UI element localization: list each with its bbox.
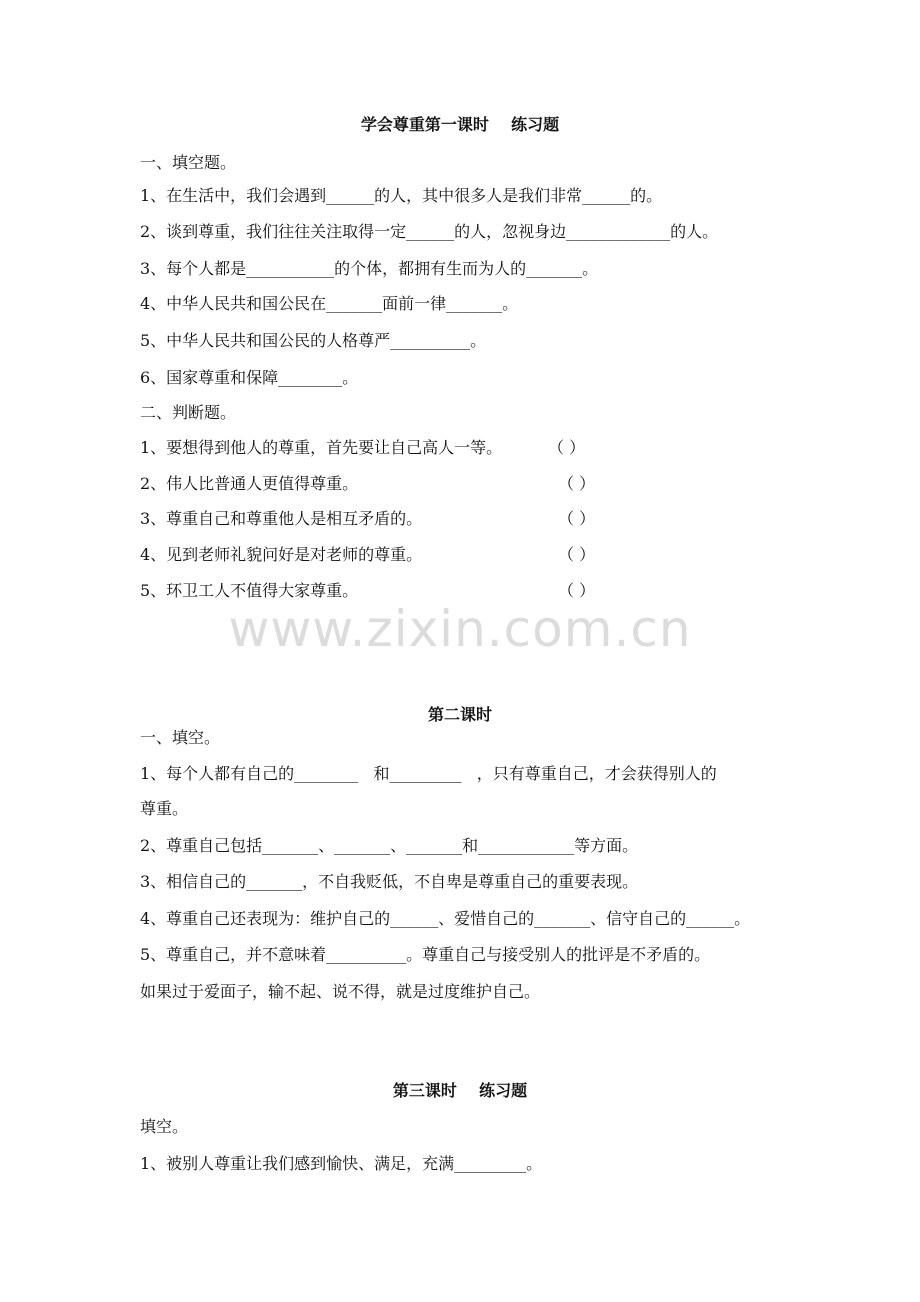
answer-parentheses: （ ）: [558, 509, 596, 528]
answer-parentheses: （ ）: [558, 581, 596, 600]
question-line: 2、谈到尊重，我们往往关注取得一定______的人，忽视身边_____________的人。: [140, 222, 719, 241]
question-line: 5、尊重自己，并不意味着__________。尊重自己与接受别人的批评是不矛盾的。: [140, 945, 711, 964]
lesson2-fill-heading: 一、填空。: [140, 728, 221, 747]
judge-statement: 5、环卫工人不值得大家尊重。: [140, 581, 359, 600]
question-line: 3、每个人都是___________的个体，都拥有生而为人的_______。: [140, 259, 599, 278]
question-line: 2、尊重自己包括_______、_______、_______和____________等方面。: [140, 836, 639, 855]
lesson1-fill-heading: 一、填空题。: [140, 153, 237, 172]
question-line: 1、被别人尊重让我们感到愉快、满足，充满_________。: [140, 1154, 543, 1173]
judge-statement: 2、伟人比普通人更值得尊重。: [140, 474, 359, 493]
question-line: 5、中华人民共和国公民的人格尊严__________。: [140, 331, 487, 350]
lesson1-judge-heading: 二、判断题。: [140, 403, 237, 422]
question-line: 1、在生活中，我们会遇到______的人，其中很多人是我们非常______的。: [140, 186, 663, 205]
question-line: 3、相信自己的_______，不自我贬低，不自卑是尊重自己的重要表现。: [140, 872, 639, 891]
judge-statement: 3、尊重自己和尊重他人是相互矛盾的。: [140, 509, 423, 528]
lesson2-title: 第二课时: [427, 705, 492, 724]
question-line: 4、中华人民共和国公民在_______面前一律_______。: [140, 294, 519, 313]
question-line: 尊重。: [140, 799, 189, 818]
judge-statement: 1、要想得到他人的尊重，首先要让自己高人一等。: [140, 438, 503, 457]
lesson1-title: 学会尊重第一课时 练习题: [360, 115, 560, 134]
judge-statement: 4、见到老师礼貌问好是对老师的尊重。: [140, 545, 423, 564]
answer-parentheses: （ ）: [558, 545, 596, 564]
question-line: 如果过于爱面子，输不起、说不得，就是过度维护自己。: [140, 982, 541, 1001]
watermark: www.zixin.com.cn: [228, 600, 692, 658]
question-line: 1、每个人都有自己的________ 和_________ ，只有尊重自己，才会获得别人的: [140, 764, 717, 783]
question-line: 6、国家尊重和保障________。: [140, 368, 359, 387]
answer-parentheses: （ ）: [558, 474, 596, 493]
answer-parentheses: （ ）: [548, 438, 586, 457]
question-line: 4、尊重自己还表现为：维护自己的______、爱惜自己的_______、信守自己的______。: [140, 909, 751, 928]
lesson3-title: 第三课时 练习题: [392, 1081, 528, 1100]
lesson3-fill-heading: 填空。: [140, 1117, 189, 1136]
